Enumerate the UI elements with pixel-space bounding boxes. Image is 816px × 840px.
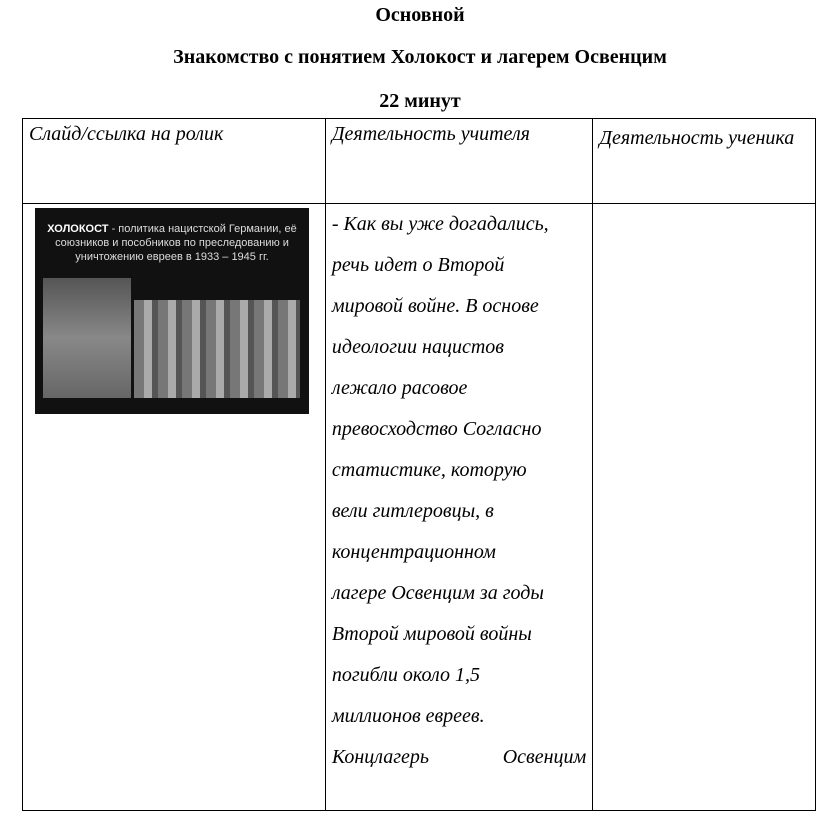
lesson-title: Знакомство с понятием Холокост и лагерем Освенцим xyxy=(173,46,667,68)
teacher-text-line: мировой войне. В основе xyxy=(331,295,539,317)
slide-cell xyxy=(23,204,326,811)
student-cell xyxy=(593,204,816,811)
header-student: Деятельность ученика xyxy=(593,119,816,204)
slide-image xyxy=(35,208,309,414)
teacher-text-line: превосходство Согласно xyxy=(331,418,542,440)
lesson-table xyxy=(22,118,816,811)
header-teacher: Деятельность учителя xyxy=(325,119,592,204)
teacher-text-line: - Как вы уже догадались, xyxy=(331,213,549,235)
section-level: Основной xyxy=(375,4,465,26)
teacher-text-line: концентрационном xyxy=(331,541,496,563)
teacher-text-line: идеологии нацистов xyxy=(331,336,504,358)
table-header-row xyxy=(23,119,816,204)
slide-description: - политика нацистской Германии, её союзников и пособников по преследованию и уничтожению евреев в 1933 – 1945 гг. xyxy=(55,223,297,263)
teacher-text-line: Второй мировой войны xyxy=(331,623,532,645)
table-row xyxy=(23,204,816,811)
slide-title: ХОЛОКОСТ xyxy=(47,223,109,235)
teacher-text-line: лагере Освенцим за годы xyxy=(331,582,544,604)
teacher-text-line: погибли около 1,5 xyxy=(331,664,480,686)
teacher-cell xyxy=(325,204,592,811)
photo-child xyxy=(43,278,131,398)
word: Освенцим xyxy=(502,746,587,768)
duration: 22 минут xyxy=(379,90,461,112)
photo-camp-fence xyxy=(134,300,300,398)
teacher-text-line: речь идет о Второй xyxy=(331,254,505,276)
word: Концлагерь xyxy=(331,746,429,768)
teacher-text-line: лежало расовое xyxy=(331,377,468,399)
teacher-text-line xyxy=(332,737,586,778)
header-slide: Слайд/ссылка на ролик xyxy=(23,119,326,204)
teacher-text-line: миллионов евреев. xyxy=(331,705,485,727)
teacher-text-line: вели гитлеровцы, в xyxy=(331,500,494,522)
teacher-text-line: статистике, которую xyxy=(331,459,527,481)
slide-text xyxy=(35,222,309,264)
